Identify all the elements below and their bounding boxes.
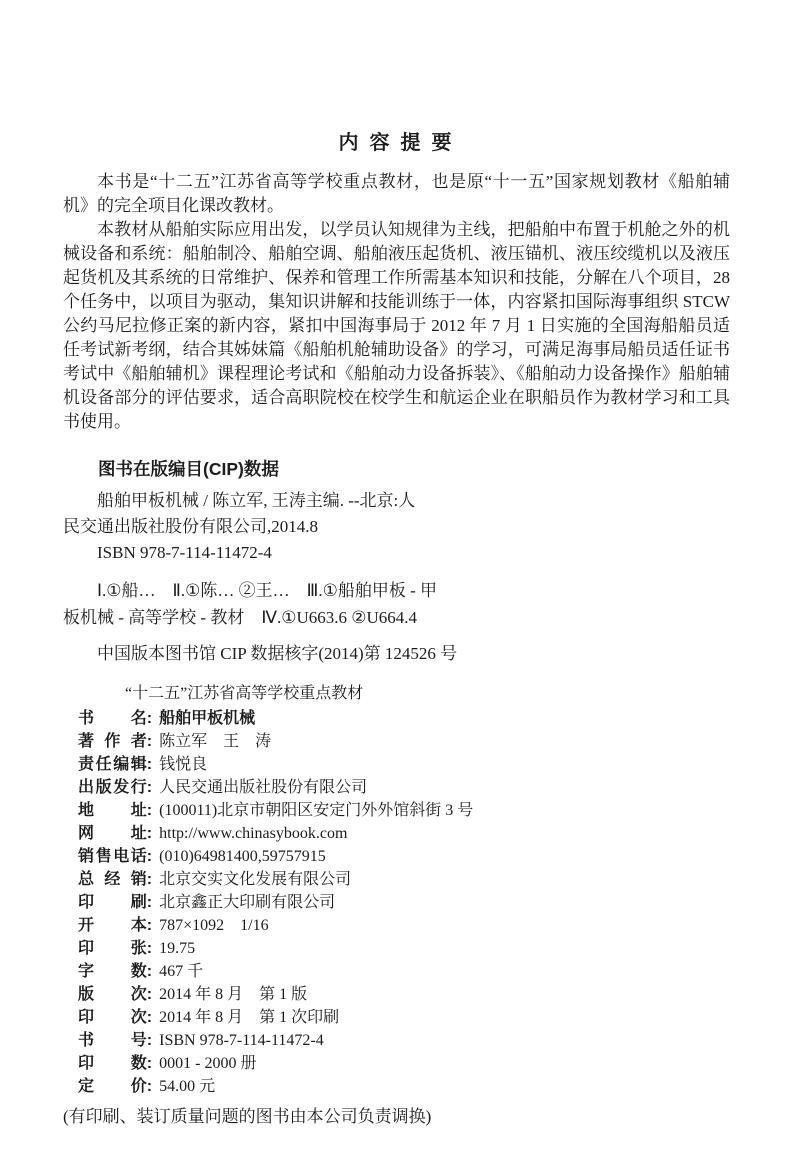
cip-record-lines xyxy=(63,488,730,566)
row-value: 船舶甲板机械 xyxy=(159,710,256,727)
cip-record-line: 民交通出版社股份有限公司,2014.8 xyxy=(63,517,318,536)
row-value: 钱悦良 xyxy=(159,756,208,773)
row-value: (100011)北京市朝阳区安定门外外馆斜街 3 号 xyxy=(159,802,474,819)
row-value: 北京交实文化发展有限公司 xyxy=(159,871,352,888)
row-label: 印刷 xyxy=(78,894,147,911)
colophon-row xyxy=(63,960,730,983)
row-colon: : xyxy=(146,848,153,865)
cip-classification-line: 板机械 - 高等学校 - 教材 Ⅳ.①U663.6 ②U664.4 xyxy=(63,608,418,627)
row-colon: : xyxy=(146,1009,153,1026)
row-colon: : xyxy=(146,733,153,750)
row-value: 2014 年 8 月 第 1 次印刷 xyxy=(159,1009,340,1026)
row-label: 出版发行 xyxy=(78,779,147,796)
colophon-row xyxy=(63,1006,730,1029)
colophon-row xyxy=(63,753,730,776)
row-colon: : xyxy=(146,825,153,842)
content-summary-section xyxy=(63,126,730,434)
colophon-row xyxy=(63,845,730,868)
row-value: 2014 年 8 月 第 1 版 xyxy=(159,986,308,1003)
colophon-row xyxy=(63,891,730,914)
colophon-row xyxy=(63,914,730,937)
row-label: 定价 xyxy=(78,1078,147,1095)
row-value: 北京鑫正大印刷有限公司 xyxy=(159,894,336,911)
row-colon: : xyxy=(146,1078,153,1095)
row-value: 787×1092 1/16 xyxy=(159,917,269,934)
row-label: 网址 xyxy=(78,825,147,842)
row-colon: : xyxy=(146,917,153,934)
row-colon: : xyxy=(146,1055,153,1072)
colophon-row xyxy=(63,730,730,753)
row-value: 19.75 xyxy=(159,940,196,957)
colophon-row xyxy=(63,868,730,891)
row-label: 字数 xyxy=(78,963,147,980)
row-label: 总经销 xyxy=(78,871,147,888)
colophon-row xyxy=(63,822,730,845)
row-colon: : xyxy=(146,1032,153,1049)
colophon-rows xyxy=(63,707,730,1098)
row-label: 印张 xyxy=(78,940,147,957)
summary-paragraph: 本书是“十二五”江苏省高等学校重点教材，也是原“十一五”国家规划教材《船舶辅机》的完全项目化课改教材。 xyxy=(63,172,730,215)
row-label: 书号 xyxy=(78,1032,147,1049)
colophon-row xyxy=(63,799,730,822)
row-colon: : xyxy=(146,894,153,911)
row-label: 开本 xyxy=(78,917,147,934)
row-value: 467 千 xyxy=(159,963,204,980)
row-value: http://www.chinasybook.com xyxy=(159,825,348,842)
cip-record-line: ISBN 978-7-114-11472-4 xyxy=(97,543,272,562)
footer-note: (有印刷、装订质量问题的图书由本公司负责调换) xyxy=(63,1107,432,1126)
row-label: 地址 xyxy=(78,802,147,819)
row-value: ISBN 978-7-114-11472-4 xyxy=(159,1032,324,1049)
row-colon: : xyxy=(146,986,153,1003)
colophon-row xyxy=(63,1029,730,1052)
row-label: 版次 xyxy=(78,986,147,1003)
row-label: 销售电话 xyxy=(78,848,147,865)
row-value: (010)64981400,59757915 xyxy=(159,848,326,865)
row-value: 人民交通出版社股份有限公司 xyxy=(159,779,368,796)
row-colon: : xyxy=(146,779,153,796)
row-label: 责任编辑 xyxy=(78,756,147,773)
row-colon: : xyxy=(146,871,153,888)
summary-paragraph: 本教材从船舶实际应用出发，以学员认知规律为主线，把船舶中布置于机舱之外的机械设备和系统：船舶制冷、船舶空调、船舶液压起货机、液压锚机、液压绞缆机以及液压起货机及其系统的日常维护、保养和管理工作所需基本知识和技能，分解在八个项目，28 个任务中，以项目为驱动，集知识讲解和技能训练于一体，内容紧扣国际海事组织 STCW 公约马尼拉修正案的新内容，紧扣中国海事局于 2012 年 7 月 1 日实施的全国海船船员适任考试新考纲，结合其姊妹篇《船舶机舱辅助设备》的学习，可满足海事局船员适任证书考试中《船舶辅机》课程理论考试和《船舶动力设备拆装》、《船舶动力设备操作》船舶辅机设备部分的评估要求，适合高职院校在校学生和航运企业在职船员作为教材学习和工具书使用。 xyxy=(63,220,730,431)
row-colon: : xyxy=(146,963,153,980)
row-value: 54.00 元 xyxy=(159,1078,216,1095)
colophon-row xyxy=(63,983,730,1006)
colophon-row xyxy=(63,707,730,730)
colophon-row xyxy=(63,1052,730,1075)
cip-data-section xyxy=(63,457,730,666)
row-label: 书名 xyxy=(78,710,147,727)
series-note: “十二五”江苏省高等学校重点教材 xyxy=(125,685,364,702)
row-colon: : xyxy=(146,710,153,727)
row-value: 0001 - 2000 册 xyxy=(159,1055,257,1072)
cip-classification-lines xyxy=(63,577,730,631)
row-colon: : xyxy=(146,756,153,773)
colophon-row xyxy=(63,937,730,960)
row-colon: : xyxy=(146,802,153,819)
colophon-row xyxy=(63,776,730,799)
row-label: 印次 xyxy=(78,1009,147,1026)
row-label: 著作者 xyxy=(78,733,147,750)
row-value: 陈立军 王 涛 xyxy=(159,733,272,750)
cip-registry-note: 中国版本图书馆 CIP 数据核字(2014)第 124526 号 xyxy=(97,644,458,663)
cip-heading: 图书在版编目(CIP)数据 xyxy=(98,459,279,479)
row-colon: : xyxy=(146,940,153,957)
summary-paragraphs xyxy=(63,170,730,434)
cip-record-line: 船舶甲板机械 / 陈立军, 王涛主编. --北京:人 xyxy=(97,491,416,510)
row-label: 印数 xyxy=(78,1055,147,1072)
cip-classification-line: Ⅰ.①船… Ⅱ.①陈… ②王… Ⅲ.①船舶甲板 - 甲 xyxy=(97,581,437,600)
colophon-row xyxy=(63,1075,730,1098)
colophon-section xyxy=(63,681,730,1129)
summary-title: 内 容 提 要 xyxy=(338,132,455,154)
